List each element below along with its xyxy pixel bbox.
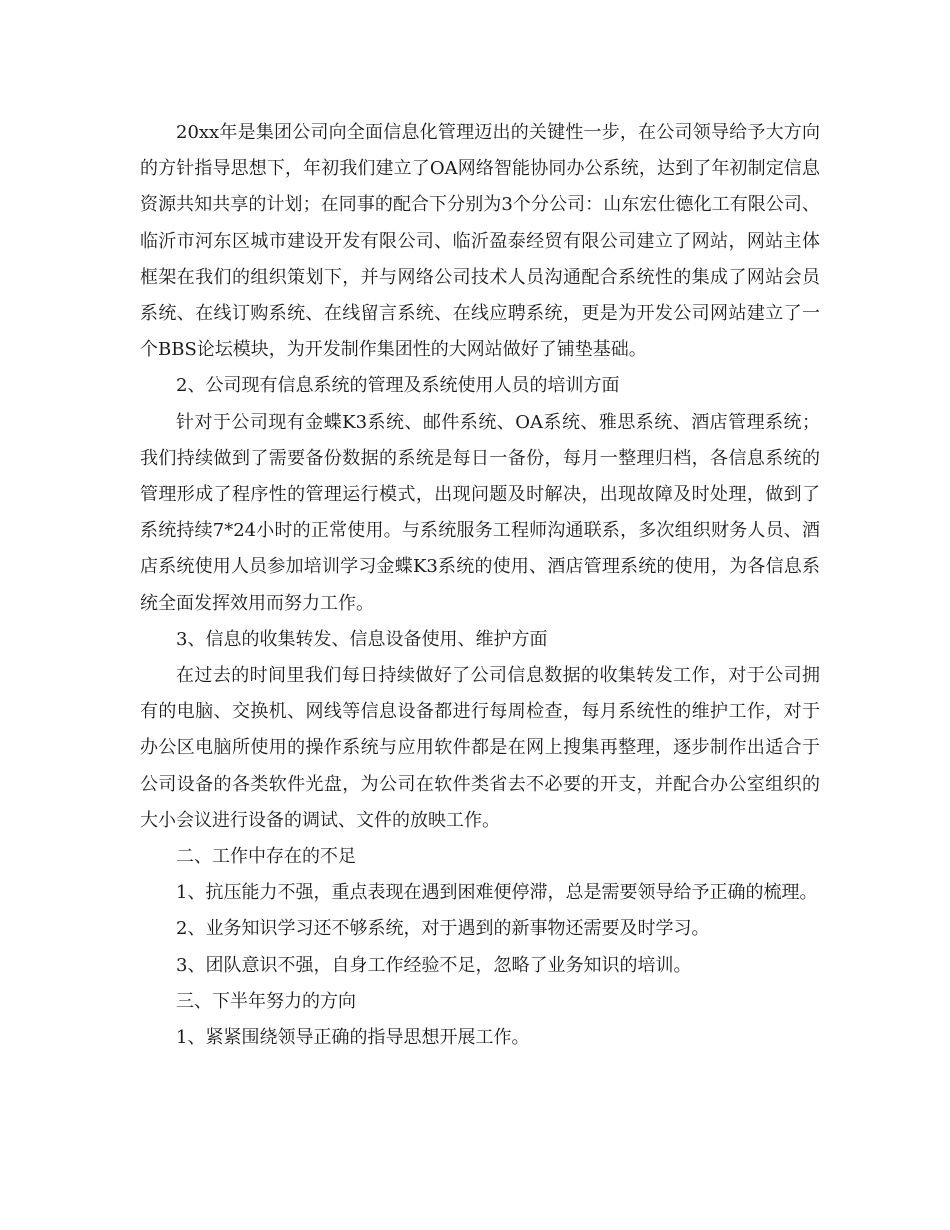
paragraph-info-collection: 在过去的时间里我们每日持续做好了公司信息数据的收集转发工作，对于公司拥有的电脑、交换机、网线等信息设备都进行每周检查，每月系统性的维护工作，对于办公区电脑所使用的操作系统与应用软件都是在网上搜集再整理，逐步制作出适合于公司设备的各类软件光盘，为公司在软件类省去不必要的开支，并配合办公室组织的大小会议进行设备的调试、文件的放映工作。 [140,665,820,831]
heading-info-collection: 3、信息的收集转发、信息设备使用、维护方面 [176,628,548,650]
shortcoming-item-2: 2、业务知识学习还不够系统，对于遇到的新事物还需要及时学习。 [176,918,710,940]
heading-next-half-year: 三、下半年努力的方向 [176,990,356,1012]
paragraph-it-progress: 20xx年是集团公司向全面信息化管理迈出的关键性一步，在公司领导给予大方向的方针指导思想下，年初我们建立了OA网络智能协同办公系统，达到了年初制定信息资源共知共享的计划；在同事的配合下分别为3个分公司：山东宏仕德化工有限公司、临沂市河东区城市建设开发有限公司、临沂盈泰经贸有限公司建立了网站，网站主体框架在我们的组织策划下，并与网络公司技术人员沟通配合系统性的集成了网站会员系统、在线订购系统、在线留言系统、在线应聘系统，更是为开发公司网站建立了一个BBS论坛模块，为开发制作集团性的大网站做好了铺垫基础。 [140,122,820,361]
document-page [140,115,820,1056]
paragraph-system-management: 针对于公司现有金蝶K3系统、邮件系统、OA系统、雅思系统、酒店管理系统；我们持续做到了需要备份数据的系统是每日一备份，每月一整理归档，各信息系统的管理形成了程序性的管理运行模式，出现问题及时解决，出现故障及时处理，做到了系统持续7*24小时的正常使用。与系统服务工程师沟通联系，多次组织财务人员、酒店系统使用人员参加培训学习金蝶K3系统的使用、酒店管理系统的使用，为各信息系统全面发挥效用而努力工作。 [140,411,820,614]
heading-shortcomings: 二、工作中存在的不足 [176,846,356,868]
shortcoming-item-1: 1、抗压能力不强，重点表现在遇到困难便停滞，总是需要领导给予正确的梳理。 [176,882,818,904]
heading-system-management: 2、公司现有信息系统的管理及系统使用人员的培训方面 [176,375,620,397]
shortcoming-item-3: 3、团队意识不强，自身工作经验不足，忽略了业务知识的培训。 [176,954,692,976]
plan-item-1: 1、紧紧围绕领导正确的指导思想开展工作。 [176,1027,530,1049]
